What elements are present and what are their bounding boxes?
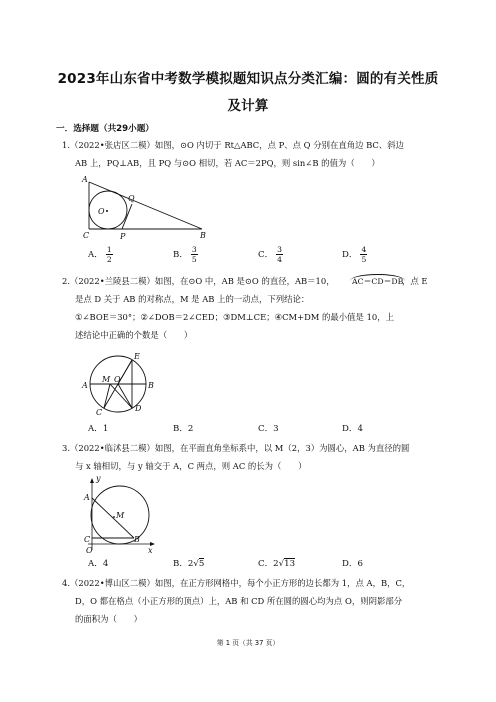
- question-3-option-b[interactable]: B．2√5: [173, 558, 205, 569]
- question-2-line-1: [62, 273, 335, 291]
- fig1-label-b: B: [200, 231, 206, 240]
- question-3-option-d[interactable]: D．6: [342, 559, 363, 569]
- question-2-text-1b: ，点 E: [402, 276, 428, 286]
- fig1-label-o: O: [98, 207, 105, 216]
- fig3-label-m: M: [116, 511, 125, 520]
- fig3-label-o: O: [86, 546, 93, 555]
- fig2-label-e: E: [134, 352, 140, 361]
- section-heading: 一．选择题（共29小题）: [56, 124, 154, 134]
- fig1-label-p: P: [120, 232, 126, 241]
- fig3-label-y: y: [96, 476, 101, 483]
- question-2-figure: [80, 348, 160, 418]
- fig1-label-a: A: [82, 175, 88, 184]
- fig2-label-o: O: [114, 375, 121, 384]
- question-3-option-c[interactable]: C．2√13: [258, 558, 296, 569]
- fig2-label-b: B: [148, 381, 154, 390]
- fig3-label-x: x: [148, 546, 153, 555]
- question-2-option-b[interactable]: B．2: [173, 424, 194, 434]
- question-4-text-1: （2022•博山区二模）如图，在正方形网格中，每个小正方形的边长都为 1，点 A，B，C，: [70, 578, 411, 588]
- fig1-label-c: C: [83, 231, 90, 240]
- question-3-text-1: （2022•临沭县二模）如图，在平面直角坐标系中，以 M（2，3）为圆心，AB 为直径的圆: [70, 443, 410, 453]
- fraction: $\frac{1}{2}$: [106, 245, 112, 264]
- question-2-option-d[interactable]: D．4: [342, 424, 363, 434]
- question-2-text-1: （2022•兰陵县二模）如图，在⊙O 中，AB 是⊙O 的直径，AB＝10，: [70, 276, 335, 286]
- question-3-number: 3.: [62, 443, 70, 453]
- radical-sign: √: [193, 558, 199, 569]
- fraction: $\frac{3}{4}$: [277, 245, 283, 264]
- question-3-line-2: 与 x 轴相切，与 y 轴交于 A，C 两点，则 AC 的长为（ ）: [75, 461, 307, 471]
- page-title-line1: 2023年山东省中考数学模拟题知识点分类汇编：圆的有关性质: [57, 71, 439, 87]
- question-4-line-2: D，O 都在格点（小正方形的顶点）上，AB 和 CD 所在圆的圆心均为点 O，则阴影部分: [75, 596, 403, 606]
- fig3-label-a: A: [84, 493, 90, 502]
- question-1-number: 1.: [62, 140, 70, 150]
- fig1-label-q: Q: [128, 194, 135, 203]
- question-2-line-3: ①∠BOE＝30°；②∠DOB＝2∠CED；③DM⊥CE；④CM+DM 的最小值是 10，上: [75, 312, 394, 322]
- page-title-line2: 及计算: [227, 98, 269, 114]
- question-1-option-c[interactable]: C． $\frac{3}{4}$: [258, 245, 283, 264]
- question-3-figure: [82, 476, 162, 556]
- question-1-option-b[interactable]: B． $\frac{3}{5}$: [173, 245, 197, 264]
- question-3-option-a[interactable]: A．4: [88, 559, 109, 569]
- fig2-label-c: C: [96, 408, 103, 417]
- page-footer: 第 1 页（共 37 页）: [216, 639, 280, 647]
- question-1-line-2: AB 上，PQ⊥AB，且 PQ 与⊙O 相切，若 AC＝2PQ，则 sin∠B 的值为（ ）: [75, 158, 380, 168]
- fraction: $\frac{4}{5}$: [361, 245, 367, 264]
- question-4-number: 4.: [62, 578, 70, 588]
- question-2-number: 2.: [62, 276, 70, 286]
- question-1-option-d[interactable]: D． $\frac{4}{5}$: [342, 245, 367, 264]
- fig2-label-a: A: [82, 381, 88, 390]
- fig3-label-c: C: [84, 535, 91, 544]
- question-3-line-1: [62, 440, 409, 458]
- question-2-option-a[interactable]: A．1: [88, 424, 109, 434]
- fraction: $\frac{3}{5}$: [191, 245, 197, 264]
- fig3-label-b: B: [134, 535, 140, 544]
- question-4-line-3: 的面积为（ ）: [75, 614, 142, 624]
- question-2-line-4: 述结论中正确的个数是（ ）: [75, 330, 193, 340]
- question-2-option-c[interactable]: C．3: [258, 424, 279, 434]
- question-4-line-1: [62, 575, 410, 593]
- question-1-text-1: （2022•张店区二模）如图，⊙O 内切于 Rt△ABC，点 P、点 Q 分别在直角边 BC、斜边: [70, 140, 404, 150]
- fig2-label-m: M: [102, 375, 111, 384]
- question-2-line-2: 是点 D 关于 AB 的对称点，M 是 AB 上的一动点，下列结论：: [75, 294, 310, 304]
- question-1-figure: [80, 172, 210, 242]
- question-1-line-1: [62, 137, 404, 155]
- radical-sign: √: [278, 558, 285, 569]
- arc-equation: AC＝CD＝DB: [350, 274, 405, 288]
- question-1-option-a[interactable]: A． $\frac{1}{2}$: [88, 245, 112, 264]
- fig2-label-d: D: [135, 404, 142, 413]
